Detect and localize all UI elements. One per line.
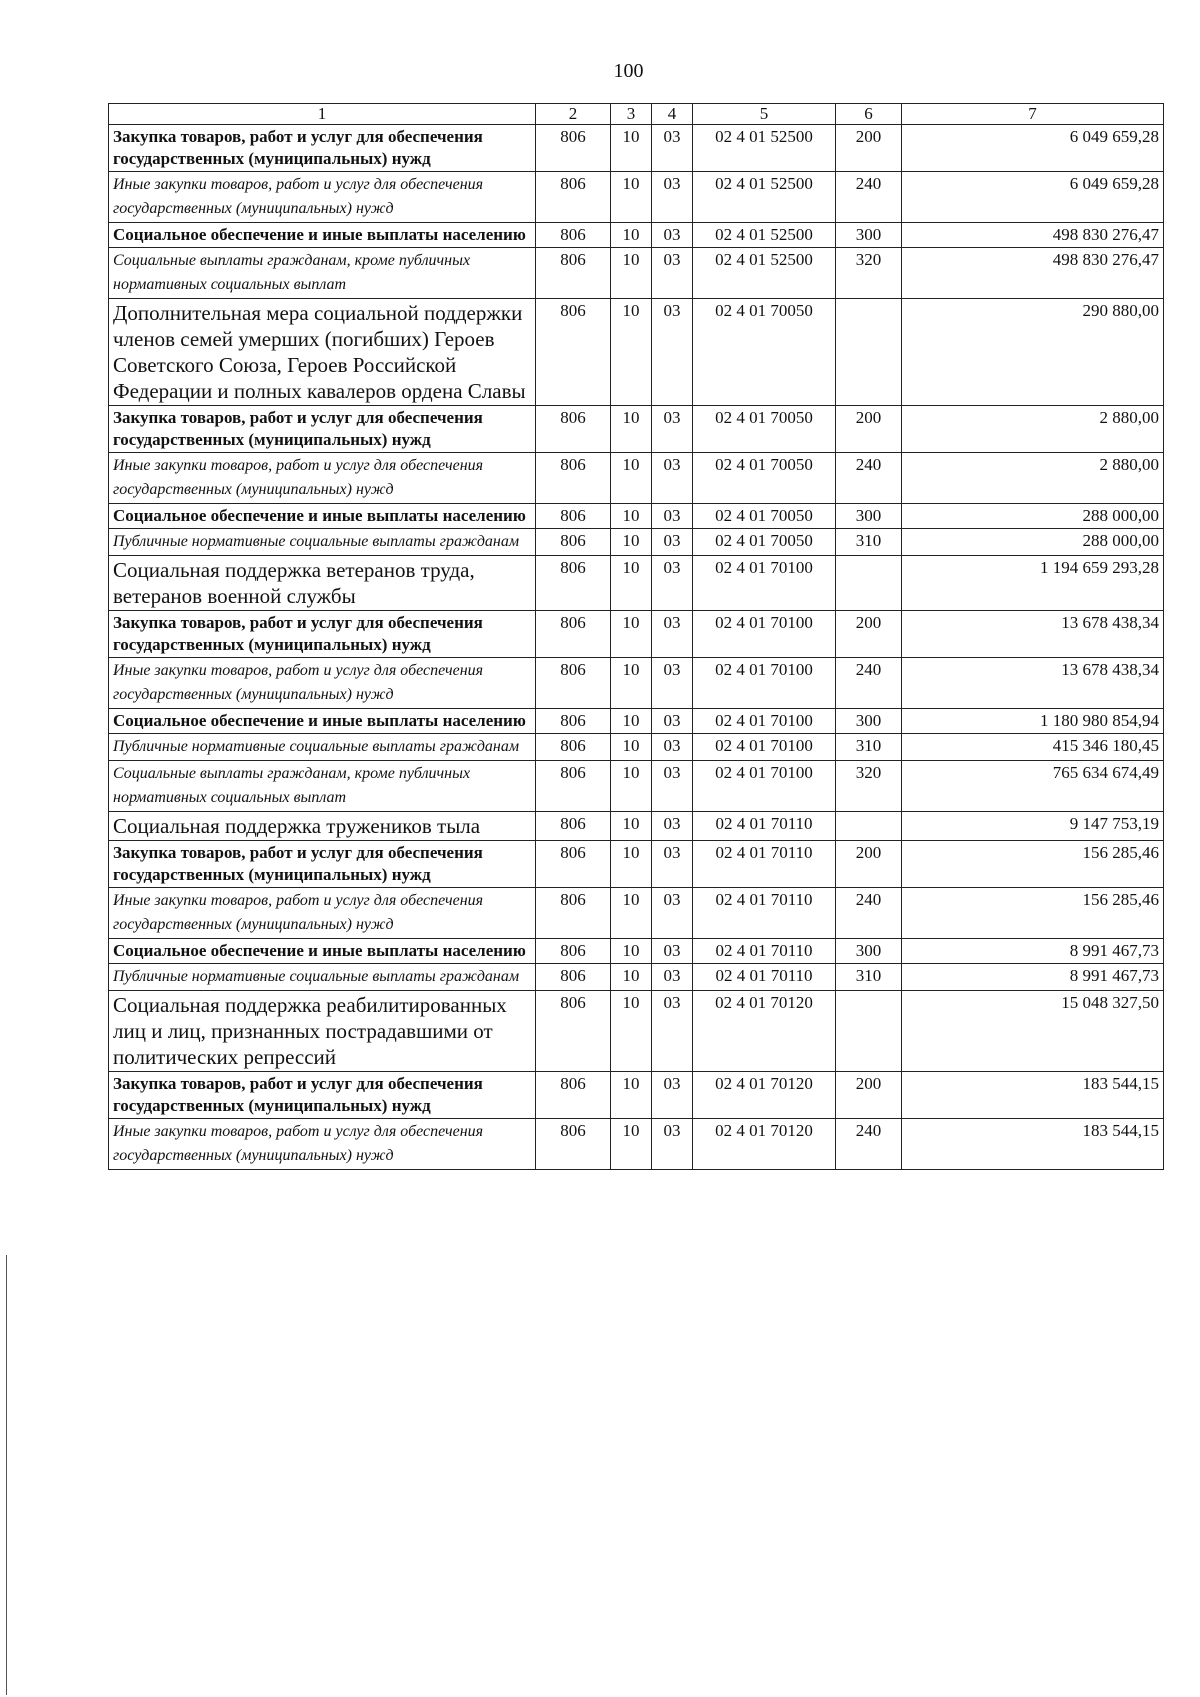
cell-ministry: 806 bbox=[536, 504, 611, 529]
cell-subsection: 03 bbox=[652, 453, 693, 504]
cell-amount: 13 678 438,34 bbox=[902, 658, 1164, 709]
cell-section: 10 bbox=[611, 556, 652, 611]
cell-amount: 415 346 180,45 bbox=[902, 734, 1164, 761]
row-name: Социальное обеспечение и иные выплаты населению bbox=[109, 709, 536, 734]
col-header: 1 bbox=[109, 104, 536, 125]
cell-ministry: 806 bbox=[536, 611, 611, 658]
cell-section: 10 bbox=[611, 888, 652, 939]
cell-expense-type bbox=[836, 812, 902, 841]
cell-subsection: 03 bbox=[652, 406, 693, 453]
cell-expense-type: 300 bbox=[836, 939, 902, 964]
header-row bbox=[109, 104, 1164, 125]
cell-target-article: 02 4 01 52500 bbox=[693, 248, 836, 299]
col-header: 7 bbox=[902, 104, 1164, 125]
cell-expense-type: 310 bbox=[836, 964, 902, 991]
row-name: Дополнительная мера социальной поддержки членов семей умерших (погибших) Героев Советского Союза, Героев Российской Федерации и полных кавалеров ордена Славы bbox=[109, 299, 536, 406]
cell-target-article: 02 4 01 70110 bbox=[693, 812, 836, 841]
cell-ministry: 806 bbox=[536, 812, 611, 841]
row-name: Публичные нормативные социальные выплаты гражданам bbox=[109, 529, 536, 556]
cell-subsection: 03 bbox=[652, 761, 693, 812]
cell-subsection: 03 bbox=[652, 709, 693, 734]
cell-target-article: 02 4 01 70100 bbox=[693, 761, 836, 812]
cell-target-article: 02 4 01 70050 bbox=[693, 453, 836, 504]
table-row bbox=[109, 1119, 1164, 1170]
cell-expense-type: 310 bbox=[836, 529, 902, 556]
cell-subsection: 03 bbox=[652, 299, 693, 406]
table-row bbox=[109, 223, 1164, 248]
cell-subsection: 03 bbox=[652, 125, 693, 172]
cell-amount: 15 048 327,50 bbox=[902, 991, 1164, 1072]
row-name: Публичные нормативные социальные выплаты гражданам bbox=[109, 964, 536, 991]
row-name: Иные закупки товаров, работ и услуг для обеспечения государственных (муниципальных) нужд bbox=[109, 888, 536, 939]
cell-ministry: 806 bbox=[536, 1119, 611, 1170]
cell-expense-type: 300 bbox=[836, 223, 902, 248]
row-name: Социальное обеспечение и иные выплаты населению bbox=[109, 939, 536, 964]
cell-section: 10 bbox=[611, 1072, 652, 1119]
row-name: Социальное обеспечение и иные выплаты населению bbox=[109, 504, 536, 529]
cell-amount: 6 049 659,28 bbox=[902, 172, 1164, 223]
cell-ministry: 806 bbox=[536, 1072, 611, 1119]
cell-section: 10 bbox=[611, 504, 652, 529]
cell-ministry: 806 bbox=[536, 556, 611, 611]
table-row bbox=[109, 504, 1164, 529]
cell-ministry: 806 bbox=[536, 529, 611, 556]
cell-section: 10 bbox=[611, 939, 652, 964]
row-name: Социальные выплаты гражданам, кроме публичных нормативных социальных выплат bbox=[109, 761, 536, 812]
cell-subsection: 03 bbox=[652, 223, 693, 248]
cell-target-article: 02 4 01 70110 bbox=[693, 939, 836, 964]
table-row bbox=[109, 611, 1164, 658]
cell-section: 10 bbox=[611, 529, 652, 556]
table-row bbox=[109, 991, 1164, 1072]
cell-amount: 9 147 753,19 bbox=[902, 812, 1164, 841]
cell-ministry: 806 bbox=[536, 658, 611, 709]
cell-amount: 8 991 467,73 bbox=[902, 939, 1164, 964]
page-number: 100 bbox=[613, 60, 644, 82]
cell-amount: 1 194 659 293,28 bbox=[902, 556, 1164, 611]
cell-subsection: 03 bbox=[652, 504, 693, 529]
cell-expense-type: 240 bbox=[836, 658, 902, 709]
cell-section: 10 bbox=[611, 841, 652, 888]
cell-section: 10 bbox=[611, 1119, 652, 1170]
col-header: 4 bbox=[652, 104, 693, 125]
cell-target-article: 02 4 01 70100 bbox=[693, 709, 836, 734]
cell-section: 10 bbox=[611, 709, 652, 734]
cell-ministry: 806 bbox=[536, 734, 611, 761]
cell-expense-type: 300 bbox=[836, 504, 902, 529]
cell-amount: 156 285,46 bbox=[902, 841, 1164, 888]
table-row bbox=[109, 964, 1164, 991]
cell-expense-type bbox=[836, 299, 902, 406]
cell-amount: 2 880,00 bbox=[902, 406, 1164, 453]
cell-subsection: 03 bbox=[652, 529, 693, 556]
table-row bbox=[109, 709, 1164, 734]
cell-section: 10 bbox=[611, 248, 652, 299]
cell-target-article: 02 4 01 70120 bbox=[693, 1072, 836, 1119]
margin-rule bbox=[6, 1255, 7, 1695]
cell-subsection: 03 bbox=[652, 658, 693, 709]
cell-section: 10 bbox=[611, 761, 652, 812]
col-header: 2 bbox=[536, 104, 611, 125]
cell-target-article: 02 4 01 52500 bbox=[693, 125, 836, 172]
table-row bbox=[109, 172, 1164, 223]
cell-ministry: 806 bbox=[536, 761, 611, 812]
cell-subsection: 03 bbox=[652, 611, 693, 658]
cell-ministry: 806 bbox=[536, 223, 611, 248]
cell-target-article: 02 4 01 70110 bbox=[693, 964, 836, 991]
cell-section: 10 bbox=[611, 734, 652, 761]
cell-subsection: 03 bbox=[652, 964, 693, 991]
row-name: Закупка товаров, работ и услуг для обеспечения государственных (муниципальных) нужд bbox=[109, 406, 536, 453]
cell-section: 10 bbox=[611, 172, 652, 223]
cell-amount: 288 000,00 bbox=[902, 504, 1164, 529]
cell-target-article: 02 4 01 70050 bbox=[693, 504, 836, 529]
cell-subsection: 03 bbox=[652, 556, 693, 611]
cell-expense-type: 240 bbox=[836, 453, 902, 504]
cell-ministry: 806 bbox=[536, 172, 611, 223]
cell-amount: 183 544,15 bbox=[902, 1119, 1164, 1170]
cell-subsection: 03 bbox=[652, 1119, 693, 1170]
cell-target-article: 02 4 01 70120 bbox=[693, 1119, 836, 1170]
table-row bbox=[109, 888, 1164, 939]
row-name: Социальная поддержка ветеранов труда, ветеранов военной службы bbox=[109, 556, 536, 611]
cell-target-article: 02 4 01 70100 bbox=[693, 611, 836, 658]
table-row bbox=[109, 761, 1164, 812]
cell-expense-type: 240 bbox=[836, 172, 902, 223]
cell-expense-type: 300 bbox=[836, 709, 902, 734]
row-name: Иные закупки товаров, работ и услуг для обеспечения государственных (муниципальных) нужд bbox=[109, 172, 536, 223]
table-row bbox=[109, 248, 1164, 299]
cell-subsection: 03 bbox=[652, 172, 693, 223]
cell-target-article: 02 4 01 70050 bbox=[693, 529, 836, 556]
cell-section: 10 bbox=[611, 125, 652, 172]
cell-amount: 8 991 467,73 bbox=[902, 964, 1164, 991]
cell-ministry: 806 bbox=[536, 125, 611, 172]
cell-expense-type: 240 bbox=[836, 1119, 902, 1170]
table-row bbox=[109, 1072, 1164, 1119]
cell-target-article: 02 4 01 52500 bbox=[693, 172, 836, 223]
cell-expense-type: 200 bbox=[836, 125, 902, 172]
table-row bbox=[109, 299, 1164, 406]
cell-ministry: 806 bbox=[536, 406, 611, 453]
row-name: Публичные нормативные социальные выплаты гражданам bbox=[109, 734, 536, 761]
table-row bbox=[109, 453, 1164, 504]
cell-section: 10 bbox=[611, 223, 652, 248]
cell-expense-type: 200 bbox=[836, 841, 902, 888]
row-name: Социальная поддержка тружеников тыла bbox=[109, 812, 536, 841]
cell-amount: 498 830 276,47 bbox=[902, 223, 1164, 248]
row-name: Иные закупки товаров, работ и услуг для обеспечения государственных (муниципальных) нужд bbox=[109, 658, 536, 709]
cell-ministry: 806 bbox=[536, 964, 611, 991]
table-body bbox=[109, 125, 1164, 1170]
row-name: Иные закупки товаров, работ и услуг для обеспечения государственных (муниципальных) нужд bbox=[109, 1119, 536, 1170]
cell-ministry: 806 bbox=[536, 888, 611, 939]
cell-amount: 498 830 276,47 bbox=[902, 248, 1164, 299]
cell-target-article: 02 4 01 70100 bbox=[693, 556, 836, 611]
row-name: Закупка товаров, работ и услуг для обеспечения государственных (муниципальных) нужд bbox=[109, 1072, 536, 1119]
cell-subsection: 03 bbox=[652, 734, 693, 761]
cell-target-article: 02 4 01 52500 bbox=[693, 223, 836, 248]
cell-target-article: 02 4 01 70120 bbox=[693, 991, 836, 1072]
table-row bbox=[109, 529, 1164, 556]
cell-subsection: 03 bbox=[652, 991, 693, 1072]
cell-subsection: 03 bbox=[652, 812, 693, 841]
cell-target-article: 02 4 01 70110 bbox=[693, 841, 836, 888]
cell-subsection: 03 bbox=[652, 1072, 693, 1119]
table-row bbox=[109, 658, 1164, 709]
cell-subsection: 03 bbox=[652, 888, 693, 939]
row-name: Социальное обеспечение и иные выплаты населению bbox=[109, 223, 536, 248]
cell-expense-type: 310 bbox=[836, 734, 902, 761]
cell-ministry: 806 bbox=[536, 939, 611, 964]
cell-amount: 290 880,00 bbox=[902, 299, 1164, 406]
cell-expense-type: 320 bbox=[836, 248, 902, 299]
cell-ministry: 806 bbox=[536, 248, 611, 299]
cell-subsection: 03 bbox=[652, 939, 693, 964]
cell-section: 10 bbox=[611, 812, 652, 841]
row-name: Закупка товаров, работ и услуг для обеспечения государственных (муниципальных) нужд bbox=[109, 611, 536, 658]
cell-section: 10 bbox=[611, 299, 652, 406]
cell-target-article: 02 4 01 70100 bbox=[693, 658, 836, 709]
cell-section: 10 bbox=[611, 991, 652, 1072]
cell-section: 10 bbox=[611, 964, 652, 991]
cell-expense-type: 200 bbox=[836, 1072, 902, 1119]
cell-expense-type bbox=[836, 991, 902, 1072]
cell-section: 10 bbox=[611, 611, 652, 658]
cell-expense-type bbox=[836, 556, 902, 611]
cell-amount: 183 544,15 bbox=[902, 1072, 1164, 1119]
cell-amount: 6 049 659,28 bbox=[902, 125, 1164, 172]
cell-amount: 2 880,00 bbox=[902, 453, 1164, 504]
table-row bbox=[109, 125, 1164, 172]
cell-expense-type: 240 bbox=[836, 888, 902, 939]
cell-target-article: 02 4 01 70100 bbox=[693, 734, 836, 761]
cell-ministry: 806 bbox=[536, 453, 611, 504]
cell-target-article: 02 4 01 70110 bbox=[693, 888, 836, 939]
cell-target-article: 02 4 01 70050 bbox=[693, 299, 836, 406]
cell-subsection: 03 bbox=[652, 841, 693, 888]
table-row bbox=[109, 841, 1164, 888]
row-name: Закупка товаров, работ и услуг для обеспечения государственных (муниципальных) нужд bbox=[109, 125, 536, 172]
cell-expense-type: 320 bbox=[836, 761, 902, 812]
cell-expense-type: 200 bbox=[836, 406, 902, 453]
table-row bbox=[109, 734, 1164, 761]
row-name: Иные закупки товаров, работ и услуг для обеспечения государственных (муниципальных) нужд bbox=[109, 453, 536, 504]
cell-amount: 288 000,00 bbox=[902, 529, 1164, 556]
col-header: 6 bbox=[836, 104, 902, 125]
row-name: Социальная поддержка реабилитированных лиц и лиц, признанных пострадавшими от политических репрессий bbox=[109, 991, 536, 1072]
col-header: 5 bbox=[693, 104, 836, 125]
cell-amount: 765 634 674,49 bbox=[902, 761, 1164, 812]
cell-amount: 156 285,46 bbox=[902, 888, 1164, 939]
cell-ministry: 806 bbox=[536, 299, 611, 406]
cell-expense-type: 200 bbox=[836, 611, 902, 658]
cell-ministry: 806 bbox=[536, 991, 611, 1072]
table-row bbox=[109, 556, 1164, 611]
col-header: 3 bbox=[611, 104, 652, 125]
table-row bbox=[109, 939, 1164, 964]
cell-section: 10 bbox=[611, 406, 652, 453]
row-name: Закупка товаров, работ и услуг для обеспечения государственных (муниципальных) нужд bbox=[109, 841, 536, 888]
row-name: Социальные выплаты гражданам, кроме публичных нормативных социальных выплат bbox=[109, 248, 536, 299]
cell-ministry: 806 bbox=[536, 709, 611, 734]
cell-section: 10 bbox=[611, 658, 652, 709]
cell-amount: 1 180 980 854,94 bbox=[902, 709, 1164, 734]
cell-subsection: 03 bbox=[652, 248, 693, 299]
cell-section: 10 bbox=[611, 453, 652, 504]
budget-table bbox=[108, 103, 1164, 1170]
cell-amount: 13 678 438,34 bbox=[902, 611, 1164, 658]
table-row bbox=[109, 812, 1164, 841]
table-row bbox=[109, 406, 1164, 453]
cell-target-article: 02 4 01 70050 bbox=[693, 406, 836, 453]
cell-ministry: 806 bbox=[536, 841, 611, 888]
